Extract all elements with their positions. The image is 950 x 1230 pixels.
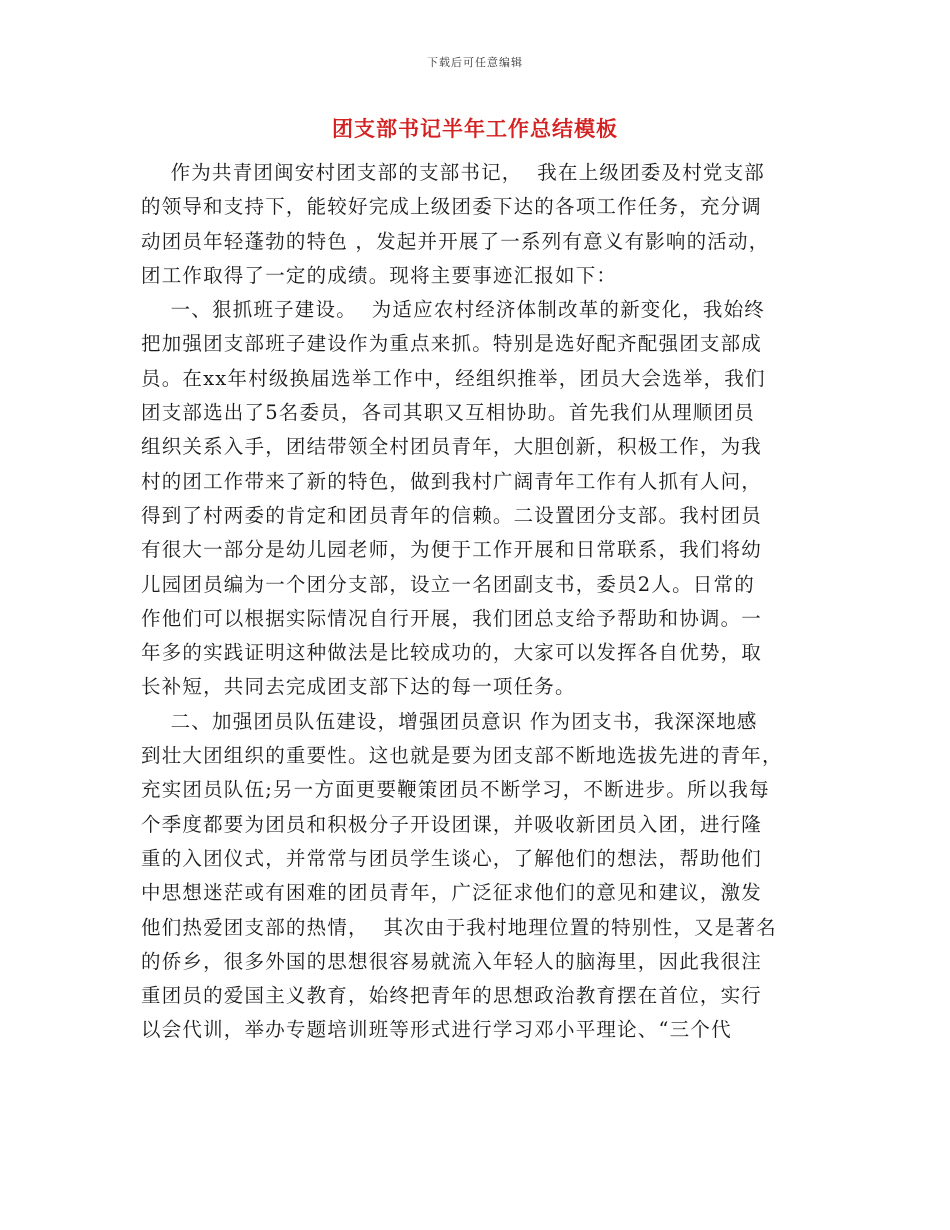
body-line: 团支部选出了5名委员，各司其职又互相协助。首先我们从理顺团员 [141,401,755,425]
header-note: 下载后可任意编辑 [427,56,523,69]
body-line: 作他们可以根据实际情况自行开展，我们团总支给予帮助和协调。一 [141,606,763,630]
body-line: 作为共青团闽安村团支部的支部书记， 我在上级团委及村党支部 [141,161,765,184]
body-line: 得到了村两委的肯定和团员青年的信赖。二设置团分支部。我村团员 [141,503,763,527]
body-line: 充实团员队伍;另一方面更要鞭策团员不断学习，不断进步。所以我每 [141,778,770,802]
body-line: 重团员的爱国主义教育，始终把青年的思想政治教育摆在首位，实行 [141,984,763,1008]
body-line: 的侨乡，很多外国的思想很容易就流入年轻人的脑海里，因此我很注 [141,949,763,973]
body-line: 以会代训，举办专题培训班等形式进行学习邓小平理论、“三个代 [141,1018,732,1042]
document-title: 团支部书记半年工作总结模板 [332,116,618,141]
body-line: 的领导和支持下，能较好完成上级团委下达的各项工作任务，充分调 [141,195,763,219]
body-line: 员。在xx年村级换届选举工作中，经组织推举，团员大会选举，我们 [141,366,766,390]
body-line: 长补短，共同去完成团支部下达的每一项任务。 [141,675,576,699]
body-line: 一、狠抓班子建设。 为适应农村经济体制改革的新变化，我始终 [141,298,765,322]
body-line: 儿园团员编为一个团分支部，设立一名团副支书，委员2人。日常的 [141,572,755,596]
body-line: 二、加强团员队伍建设，增强团员意识 作为团支书，我深深地感 [141,709,758,733]
body-line: 团工作取得了一定的成绩。现将主要事迹汇报如下： [141,263,618,287]
body-line: 村的团工作带来了新的特色，做到我村广阔青年工作有人抓有人问， [141,469,763,493]
body-line: 组织关系入手，团结带领全村团员青年，大胆创新，积极工作，为我 [141,435,763,459]
body-line: 个季度都要为团员和积极分子开设团课，并吸收新团员入团，进行隆 [141,812,763,836]
body-line: 中思想迷茫或有困难的团员青年，广泛征求他们的意见和建议，激发 [141,881,763,905]
body-line: 重的入团仪式，并常常与团员学生谈心，了解他们的想法，帮助他们 [141,846,763,870]
body-line: 动团员年轻蓬勃的特色 ，发起并开展了一系列有意义有影响的活动， [141,229,770,253]
document-body [141,156,811,1048]
body-line: 把加强团支部班子建设作为重点来抓。特别是选好配齐配强团支部成 [141,332,763,356]
body-line: 他们热爱团支部的热情， 其次由于我村地理位置的特别性，又是著名 [141,915,777,939]
body-line: 年多的实践证明这种做法是比较成功的，大家可以发挥各自优势，取 [141,641,763,665]
body-line: 到壮大团组织的重要性。这也就是要为团支部不断地选拔先进的青年， [141,744,783,768]
body-line: 有很大一部分是幼儿园老师，为便于工作开展和日常联系，我们将幼 [141,538,763,562]
